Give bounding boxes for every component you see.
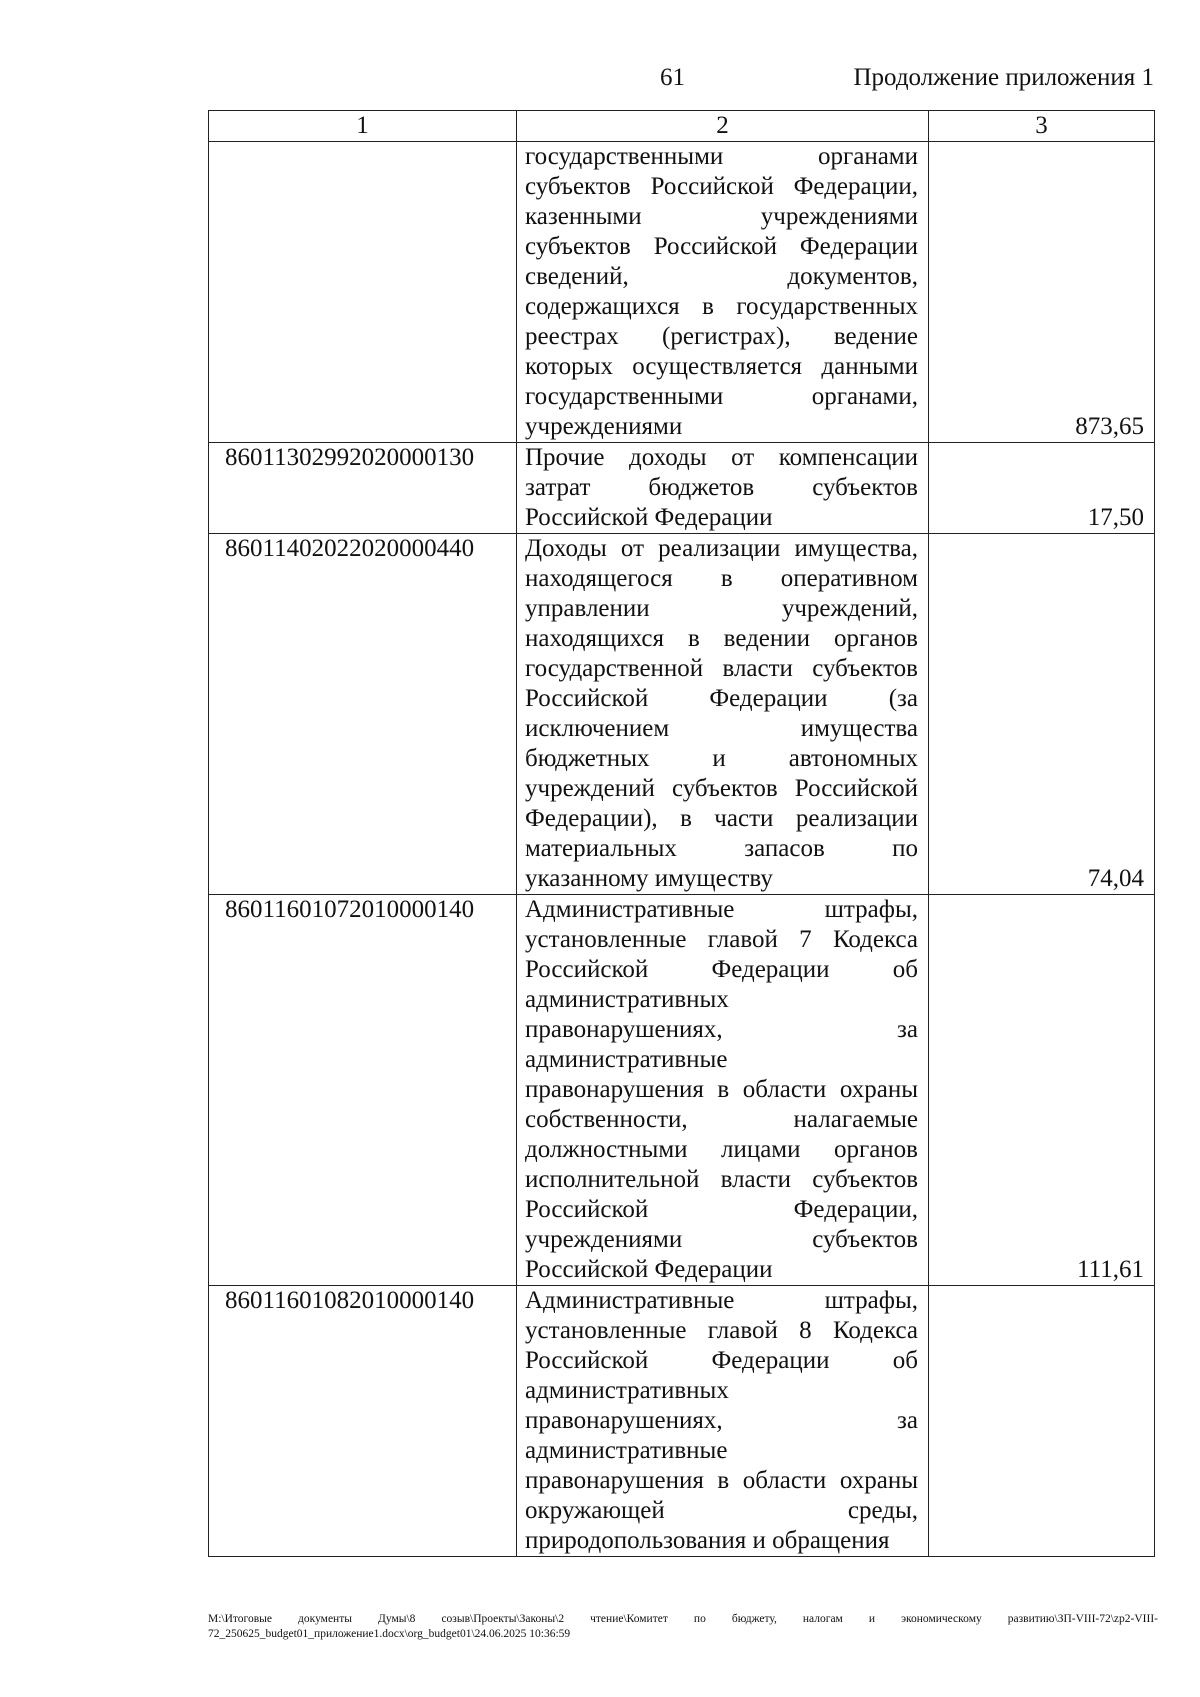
revenue-code: 86011601082010000140	[209, 1286, 517, 1557]
header-col-3: 3	[929, 111, 1155, 142]
description-line: Российской Федерации (за	[525, 685, 918, 712]
description-line: которых осуществляется данными	[525, 353, 918, 380]
description-line: затрат бюджетов субъектов	[525, 474, 918, 501]
table-header-row	[209, 111, 1155, 142]
description-line: правонарушения в области охраны	[525, 1076, 918, 1103]
description-line: установленные главой 8 Кодекса	[525, 1317, 918, 1344]
description-line: установленные главой 7 Кодекса	[525, 926, 918, 953]
description-line: исполнительной власти субъектов	[525, 1166, 918, 1193]
description-line: субъектов Российской Федерации	[525, 233, 918, 260]
description-line: учреждений субъектов Российской	[525, 775, 918, 802]
revenue-description	[517, 1286, 929, 1557]
description-line: природопользования и обращения	[525, 1527, 890, 1554]
revenue-code: 86011601072010000140	[209, 895, 517, 1286]
description-line: учреждениями субъектов	[525, 1226, 918, 1253]
revenue-code	[209, 142, 517, 443]
description-line: административные	[525, 1046, 728, 1073]
description-line: указанному имуществу	[525, 865, 773, 892]
description-line: государственной власти субъектов	[525, 655, 918, 682]
description-line: Российской Федерации	[525, 1256, 773, 1283]
description-line: административных	[525, 986, 729, 1013]
page-number: 61	[660, 64, 685, 91]
revenue-code: 86011402022020000440	[209, 534, 517, 895]
table-row	[209, 1286, 1155, 1557]
description-line: реестрах (регистрах), ведение	[525, 323, 918, 350]
description-line: исключением имущества	[525, 715, 918, 742]
file-path-footer: M:\Итоговые документы Думы\8 созыв\Проекты\Законы\2 чтение\Комитет по бюджету, налогам и экономическому развитию\ЗП-VIII-72\zp2-VIII-72_250625_budget01_приложение1.docx\org_budget01\24.06.2025 10:36:59	[208, 1613, 1158, 1640]
description-line: правонарушения в области охраны	[525, 1467, 918, 1494]
revenue-amount: 111,61	[929, 895, 1155, 1286]
revenue-amount: 17,50	[929, 443, 1155, 534]
description-line: Российской Федерации об	[525, 956, 918, 983]
description-line: Прочие доходы от компенсации	[525, 444, 918, 471]
description-line: административных	[525, 1377, 729, 1404]
header-col-1: 1	[209, 111, 517, 142]
description-line: Российской Федерации,	[525, 1196, 918, 1223]
description-line: Российской Федерации об	[525, 1347, 918, 1374]
description-line: административные	[525, 1437, 728, 1464]
continuation-label: Продолжение приложения 1	[853, 64, 1154, 91]
description-line: казенными учреждениями	[525, 203, 918, 230]
description-line: бюджетных и автономных	[525, 745, 918, 772]
description-line: Административные штрафы,	[525, 896, 918, 923]
description-line: государственными органами,	[525, 383, 918, 410]
revenue-code: 86011302992020000130	[209, 443, 517, 534]
description-line: правонарушениях, за	[525, 1407, 918, 1434]
description-line: Административные штрафы,	[525, 1287, 918, 1314]
description-line: субъектов Российской Федерации,	[525, 173, 918, 200]
description-line: находящегося в оперативном	[525, 565, 918, 592]
description-line: Доходы от реализации имущества,	[525, 535, 918, 562]
description-line: правонарушениях, за	[525, 1016, 918, 1043]
description-line: управлении учреждений,	[525, 595, 918, 622]
description-line: находящихся в ведении органов	[525, 625, 918, 652]
description-line: Федерации), в части реализации	[525, 805, 918, 832]
revenue-amount: 74,04	[929, 534, 1155, 895]
header-col-2: 2	[517, 111, 929, 142]
description-line: содержащихся в государственных	[525, 293, 918, 320]
revenue-description	[517, 895, 929, 1286]
revenue-description	[517, 534, 929, 895]
revenue-description	[517, 443, 929, 534]
description-line: окружающей среды,	[525, 1497, 918, 1524]
table-row	[209, 443, 1155, 534]
description-line: собственности, налагаемые	[525, 1106, 918, 1133]
table-row	[209, 534, 1155, 895]
description-line: учреждениями	[525, 413, 683, 440]
description-line: должностными лицами органов	[525, 1136, 918, 1163]
description-line: государственными органами	[525, 143, 918, 170]
revenue-amount: 873,65	[929, 142, 1155, 443]
description-line: материальных запасов по	[525, 835, 918, 862]
description-line: Российской Федерации	[525, 504, 773, 531]
revenue-table	[208, 110, 1155, 1557]
description-line: сведений, документов,	[525, 263, 918, 290]
revenue-amount	[929, 1286, 1155, 1557]
revenue-description	[517, 142, 929, 443]
table-row	[209, 142, 1155, 443]
table-row	[209, 895, 1155, 1286]
